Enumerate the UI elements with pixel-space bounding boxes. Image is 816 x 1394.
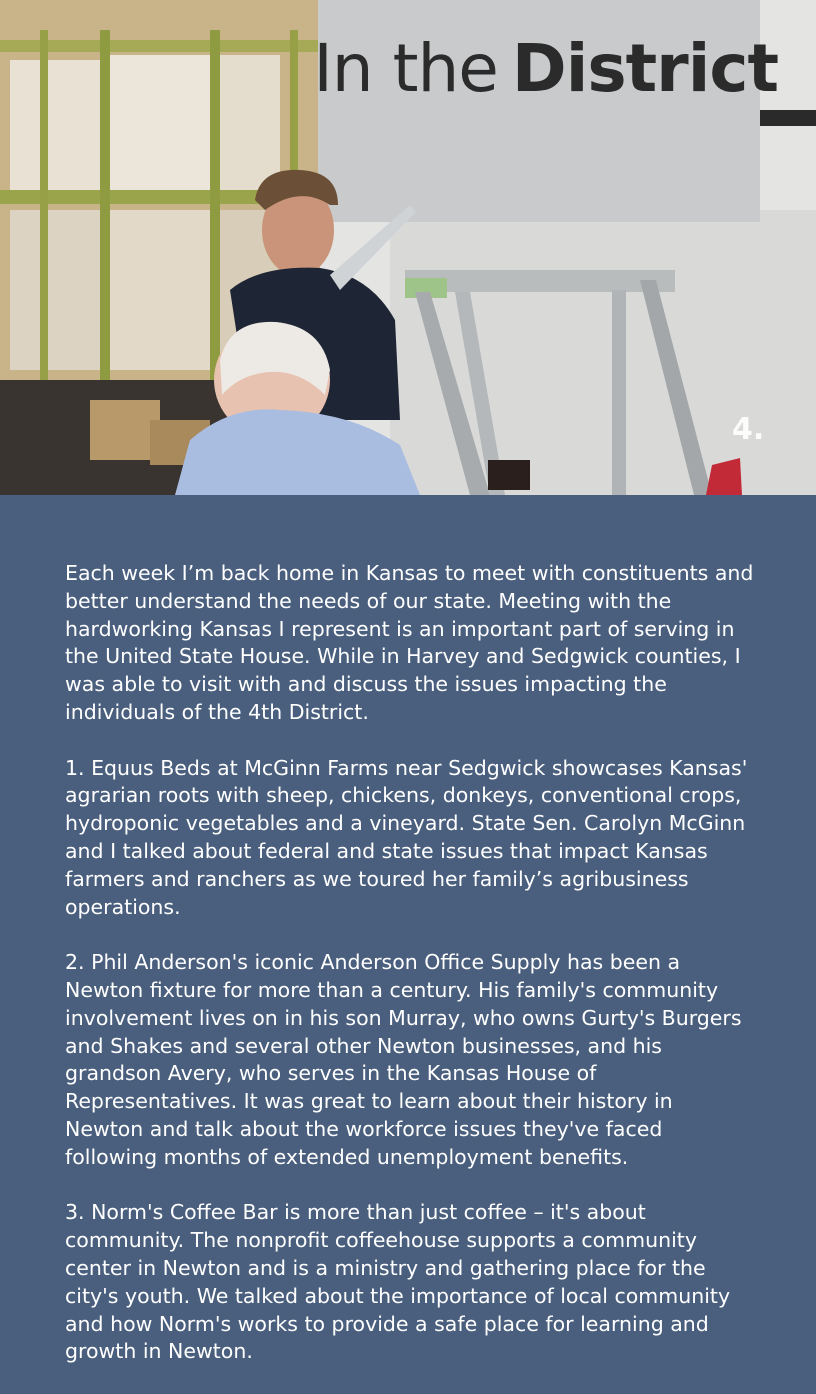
headline-bold: District	[511, 30, 778, 107]
item-paragraph-1: 1. Equus Beds at McGinn Farms near Sedgwick showcases Kansas' agrarian roots with sheep, chickens, donkeys, conventional crops, hydroponic vegetables and a vineyard. State Sen. Carolyn McGinn and I talked about federal and state issues that impact Kansas farmers and ranchers as we toured her family’s agribusiness operations.	[65, 755, 748, 919]
headline-light: In the	[313, 30, 498, 107]
item-paragraph-3: 3. Norm's Coffee Bar is more than just coffee – it's about community. The nonprofit coffeehouse supports a community center in Newton and is a ministry and gathering place for the city's youth. We talked about the importance of local community and how Norm's works to provide a safe place for learning and growth in Newton.	[65, 1200, 731, 1364]
photo-number: 4.	[732, 412, 765, 447]
headline	[313, 30, 778, 107]
intro-paragraph: Each week I’m back home in Kansas to meet with constituents and better understand the needs of our state. Meeting with the hardworking Kansas I represent is an important part of serving in the United State House. While in Harvey and Sedgwick counties, I was able to visit with and discuss the issues impacting the individuals of the 4th District.	[65, 561, 754, 724]
article-body	[65, 560, 755, 1394]
item-paragraph-2: 2. Phil Anderson's iconic Anderson Office Supply has been a Newton fixture for more than a century. His family's community involvement lives on in his son Murray, who owns Gurty's Burgers and Shakes and several other Newton businesses, and his grandson Avery, who serves in the Kansas House of Representatives. It was great to learn about their history in Newton and talk about the workforce issues they've faced following months of extended unemployment benefits.	[65, 950, 742, 1169]
hero-photo	[0, 0, 816, 495]
